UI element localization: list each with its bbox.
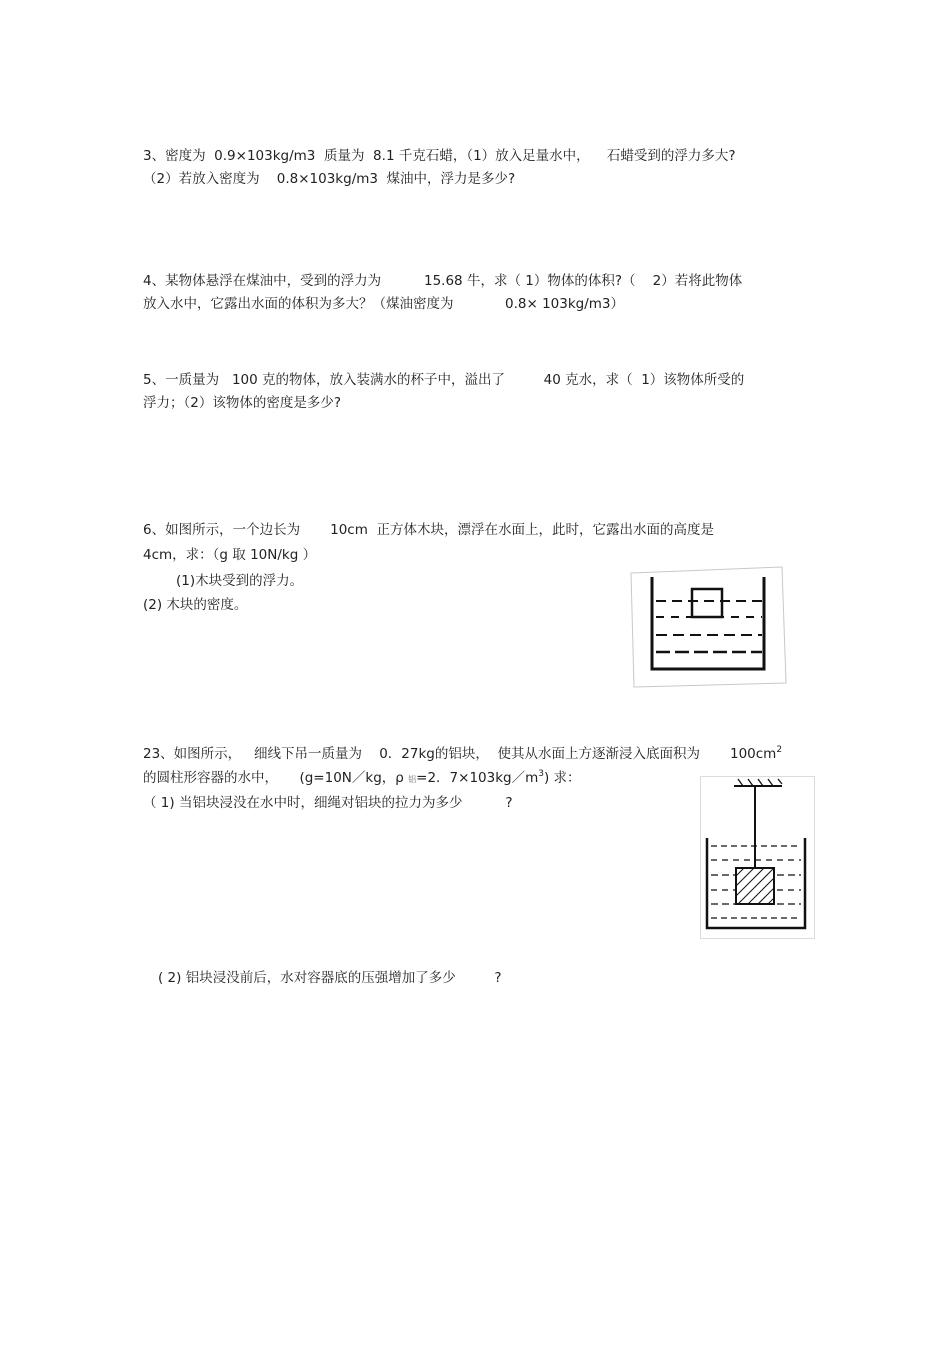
q5-line-2: 浮力；（2）该物体的密度是多少? xyxy=(143,395,342,411)
q4-line-2: 放入水中，它露出水面的体积为多大？（煤油密度为 0.8× 103kg/m3） xyxy=(143,296,625,312)
q4-line-1: 4、某物体悬浮在煤油中，受到的浮力为 15.68 牛，求（ 1）物体的体积?（ 2）若将此物体 xyxy=(143,273,743,289)
q23-line-2-b: =2．7×103kg／m xyxy=(416,770,539,786)
q3-line-2: （2）若放入密度为 0.8×103kg/m3 煤油中，浮力是多少? xyxy=(143,171,516,187)
q23-line-2-sup: 3 xyxy=(538,769,544,779)
q23-line-1-text: 23、如图所示， 细线下吊一质量为 0．27kg的铝块， 使其从水面上方逐渐浸入底面积为 100cm xyxy=(143,746,777,762)
q6-line-2: 4cm，求：（g 取 10N/kg ） xyxy=(143,547,317,563)
q6-part-2: (2) 木块的密度。 xyxy=(143,597,248,613)
q6-line-1: 6、如图所示，一个边长为 10cm 正方体木块，漂浮在水面上，此时，它露出水面的高度是 xyxy=(143,522,714,538)
q23-line-2-a: 的圆柱形容器的水中， (g=10N／kg，ρ xyxy=(143,770,409,786)
q23-line-2-c: ) 求： xyxy=(543,770,581,786)
q23-line-1-sup: 2 xyxy=(776,745,783,755)
q23-part-1: （ 1) 当铝块浸没在水中时，细绳对铝块的拉力为多少 ? xyxy=(143,795,513,811)
q23-line-2-sub: 铝 xyxy=(408,775,417,784)
floating-block-diagram xyxy=(628,565,788,690)
q23-part-2: ( 2) 铝块浸没前后，水对容器底的压强增加了多少 ? xyxy=(158,970,502,986)
q6-part-1: (1)木块受到的浮力。 xyxy=(176,573,304,589)
q3-line-1: 3、密度为 0.9×103kg/m3 质量为 8.1 千克石蜡，（1）放入足量水中， 石蜡受到的浮力多大? xyxy=(143,148,736,164)
q23-line-1 xyxy=(143,745,782,763)
hanging-block-diagram xyxy=(700,776,816,940)
q5-line-1: 5、一质量为 100 克的物体，放入装满水的杯子中，溢出了 40 克水，求（ 1）该物体所受的 xyxy=(143,372,745,388)
q23-line-2 xyxy=(143,769,581,789)
